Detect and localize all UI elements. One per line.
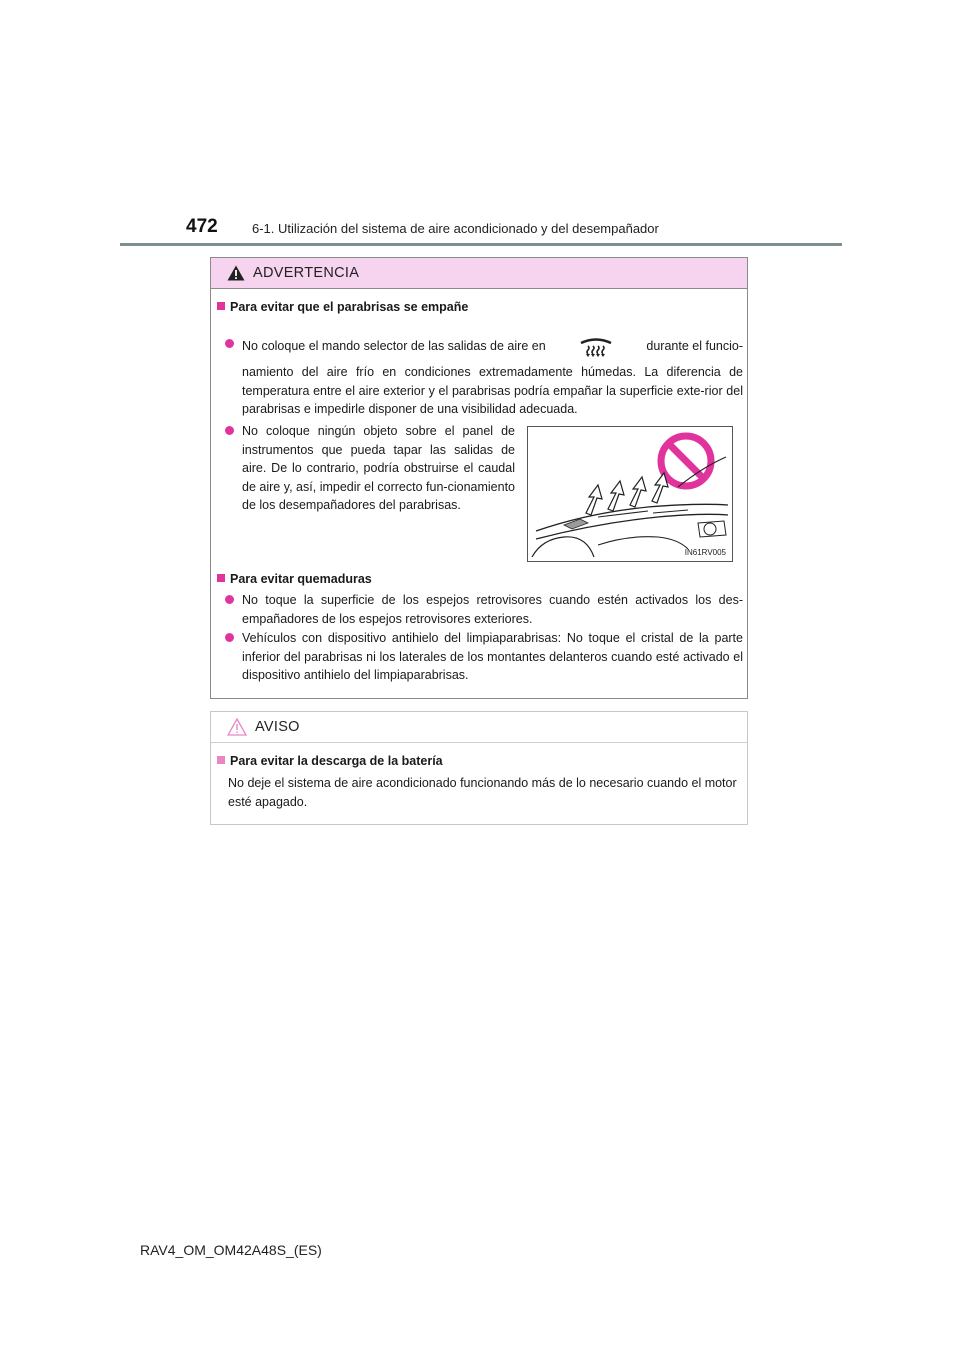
warning-box bbox=[210, 257, 748, 699]
caution-box bbox=[210, 711, 748, 825]
bullet-text: Vehículos con dispositivo antihielo del limpiaparabrisas: No toque el cristal de la parte inferior del parabrisas ni los laterales de los montantes delanteros cuando esté activado el dispositivo antihielo del limpiaparabrisas. bbox=[242, 631, 743, 682]
bullet-mirrors bbox=[225, 591, 743, 628]
square-bullet-icon bbox=[217, 574, 225, 582]
square-bullet-icon bbox=[217, 756, 225, 764]
section-heading-fog: Para evitar que el parabrisas se empañe bbox=[217, 300, 468, 314]
bullet-text: No toque la superficie de los espejos retrovisores cuando estén activados los des-empañadores de los espejos retrovisores exteriores. bbox=[242, 593, 743, 626]
warning-triangle-icon bbox=[227, 265, 245, 281]
warning-title: ADVERTENCIA bbox=[253, 265, 360, 281]
square-bullet-icon bbox=[217, 302, 225, 310]
dashboard-vents-illustration bbox=[528, 427, 732, 561]
section-heading-burns: Para evitar quemaduras bbox=[217, 572, 372, 586]
bullet-text: No coloque ningún objeto sobre el panel de instrumentos que pueda tapar las salidas de aire. De lo contrario, podría obstruirse el caudal de aire y, así, impedir el correcto fun-cionamiento de los desempañadores del parabrisas. bbox=[242, 424, 515, 512]
bullet-text-part2: durante el funcio- bbox=[646, 338, 743, 353]
section-heading-battery: Para evitar la descarga de la batería bbox=[217, 754, 443, 768]
section-title: 6-1. Utilización del sistema de aire acondicionado y del desempañador bbox=[252, 221, 659, 236]
caution-triangle-icon bbox=[227, 718, 247, 736]
bullet-wiper-deicer bbox=[225, 629, 743, 685]
dashboard-illustration bbox=[527, 426, 733, 562]
bullet-dashboard-objects bbox=[225, 422, 515, 515]
bullet-text-rest: namiento del aire frío en condiciones extremadamente húmedas. La diferencia de temperatura entre el aire exterior y el parabrisas podría empañar la superficie exte-rior del parabrisas e impedirle disponer de una visibilidad adecuada. bbox=[242, 365, 743, 416]
caution-title: AVISO bbox=[255, 719, 300, 735]
round-bullet-icon bbox=[225, 426, 234, 435]
round-bullet-icon bbox=[225, 339, 234, 348]
figure-code: IN61RV005 bbox=[684, 548, 726, 557]
round-bullet-icon bbox=[225, 595, 234, 604]
round-bullet-icon bbox=[225, 633, 234, 642]
warning-header bbox=[211, 258, 747, 289]
caution-header bbox=[211, 712, 747, 743]
bullet-text-part1: No coloque el mando selector de las salidas de aire en bbox=[242, 338, 546, 353]
caution-text: No deje el sistema de aire acondicionado funcionando más de lo necesario cuando el motor esté apagado. bbox=[228, 776, 737, 809]
header-rule bbox=[120, 243, 842, 246]
windshield-defroster-icon bbox=[577, 335, 615, 357]
page-number: 472 bbox=[186, 216, 218, 237]
footer-code: RAV4_OM_OM42A48S_(ES) bbox=[140, 1242, 322, 1258]
bullet-defroster bbox=[225, 335, 743, 419]
